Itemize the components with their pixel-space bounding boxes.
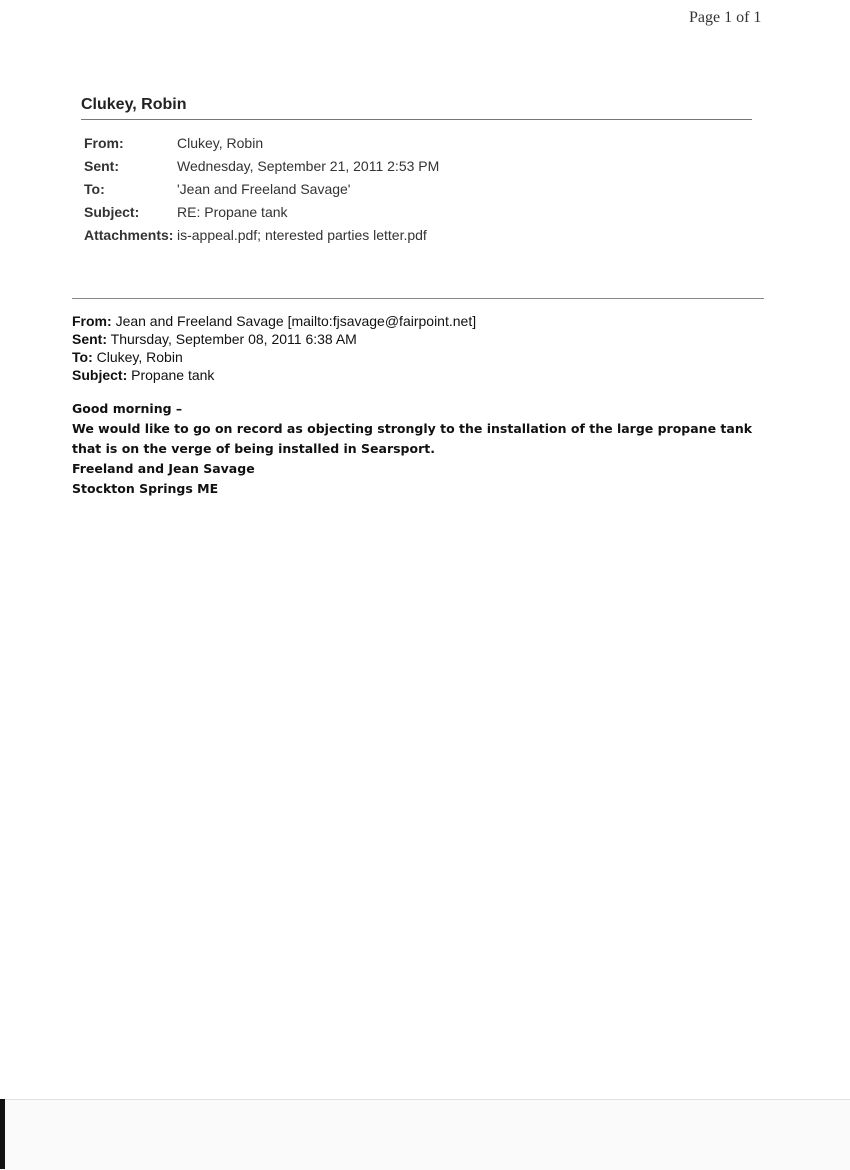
reply-to-value: 'Jean and Freeland Savage' [177, 180, 351, 197]
reply-attachments-label: Attachments: [84, 226, 174, 243]
message-divider [72, 298, 764, 299]
original-from-value: Jean and Freeland Savage [mailto:fjsavage@fairpoint.net] [115, 313, 477, 329]
original-sent-label: Sent: [72, 331, 107, 347]
reply-from-row [84, 131, 439, 154]
original-sent-row [72, 330, 476, 348]
signature-location: Stockton Springs ME [72, 481, 219, 496]
reply-attachments-row [84, 223, 439, 246]
page-number: Page 1 of 1 [689, 9, 762, 26]
reply-sent-value: Wednesday, September 21, 2011 2:53 PM [177, 157, 440, 174]
reply-sent-row [84, 154, 439, 177]
original-from-row [72, 312, 476, 330]
reply-subject-label: Subject: [84, 203, 140, 220]
original-subject-label: Subject: [72, 367, 128, 383]
original-from-label: From: [72, 313, 112, 329]
body-paragraph: We would like to go on record as objecting strongly to the installation of the large propane tank that is on the verge of being installed in Searsport. [72, 421, 753, 456]
original-subject-row [72, 366, 476, 384]
greeting: Good morning – [72, 401, 183, 416]
original-header [72, 312, 476, 384]
signature-names: Freeland and Jean Savage [72, 461, 255, 476]
header-divider [81, 119, 752, 120]
reply-sent-label: Sent: [84, 157, 119, 174]
original-to-row [72, 348, 476, 366]
reply-attachments-value: is-appeal.pdf; nterested parties letter.pdf [177, 226, 427, 243]
reply-subject-row [84, 200, 439, 223]
original-to-value: Clukey, Robin [96, 349, 183, 365]
original-to-label: To: [72, 349, 93, 365]
reply-from-label: From: [84, 134, 124, 151]
original-subject-value: Propane tank [131, 367, 215, 383]
sender-title: Clukey, Robin [81, 96, 187, 113]
scan-left-shadow [0, 1099, 5, 1169]
reply-to-row [84, 177, 439, 200]
scan-bottom-edge [0, 1099, 850, 1170]
message-body [72, 399, 772, 499]
reply-header [84, 131, 439, 246]
reply-subject-value: RE: Propane tank [177, 203, 288, 220]
reply-from-value: Clukey, Robin [177, 134, 264, 151]
original-sent-value: Thursday, September 08, 2011 6:38 AM [110, 331, 357, 347]
reply-to-label: To: [84, 180, 105, 197]
